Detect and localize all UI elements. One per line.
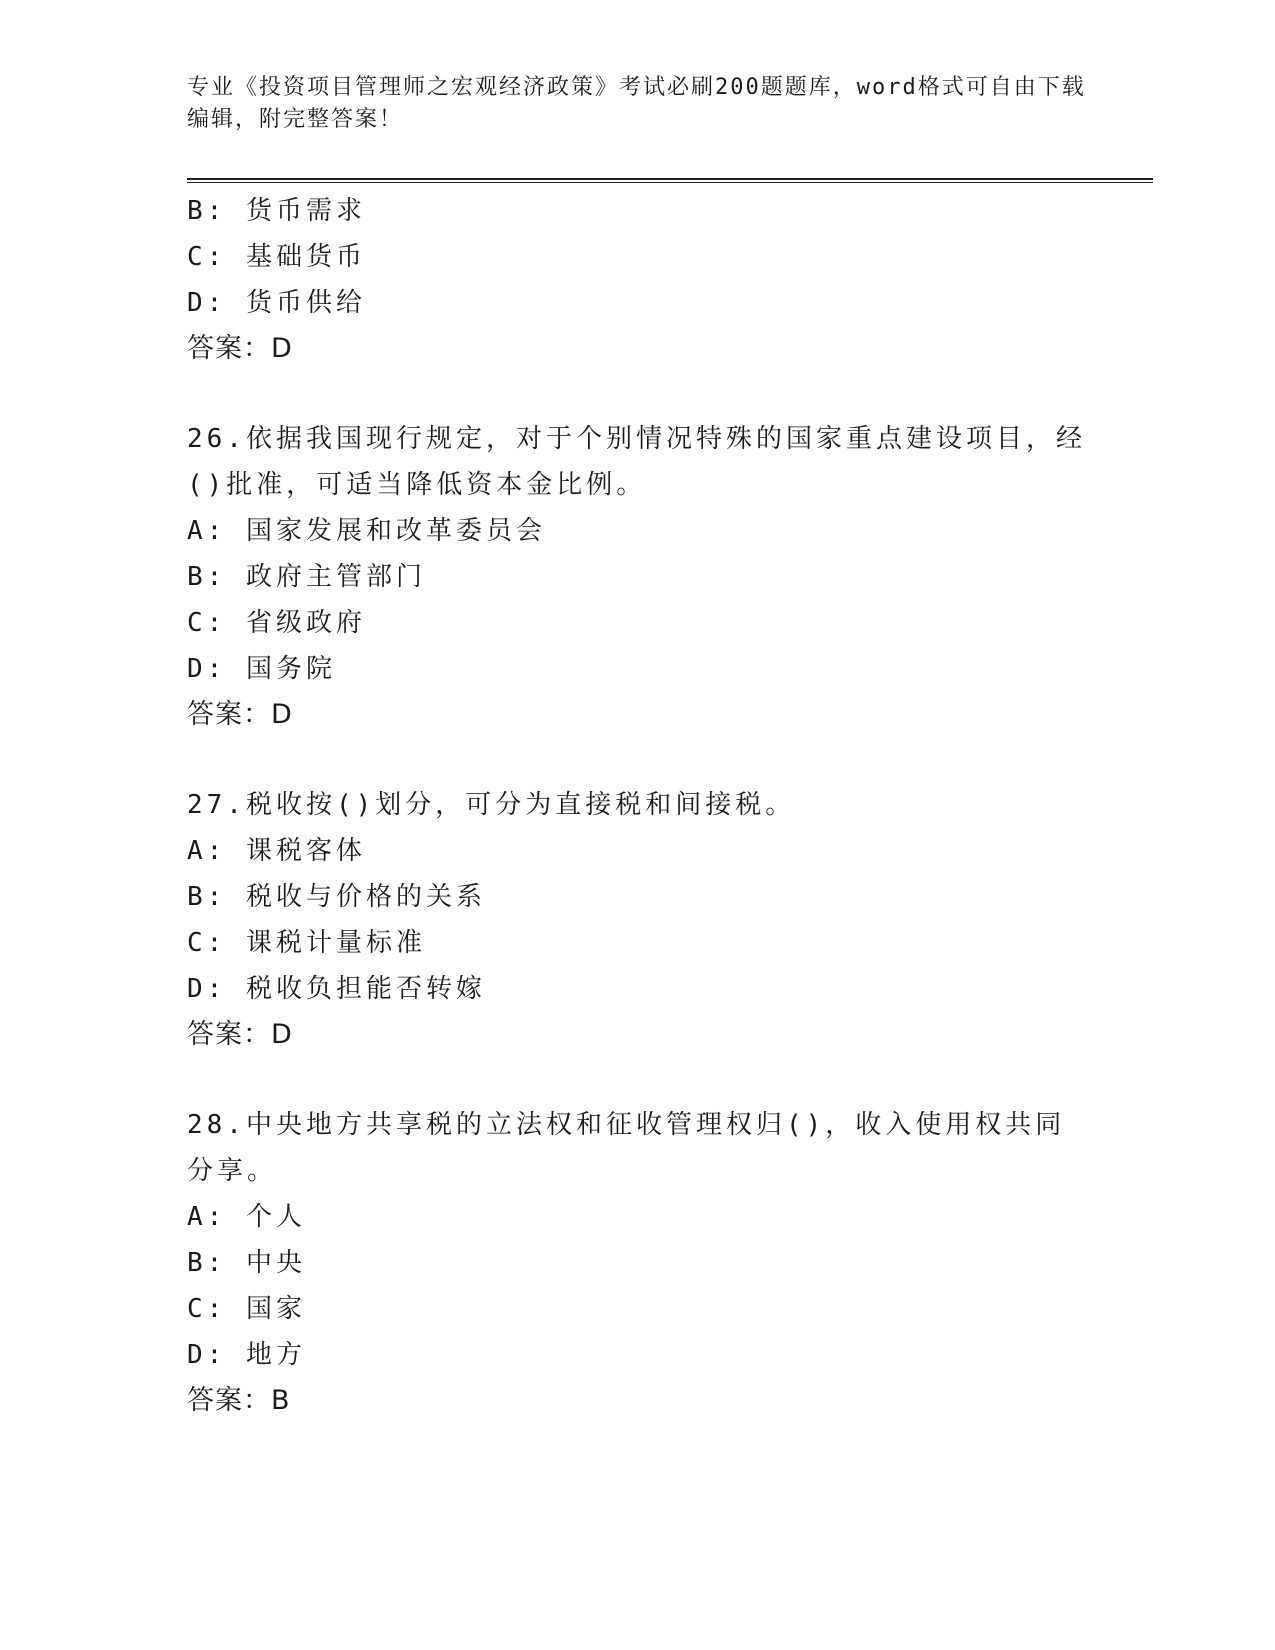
question-text: 28.中央地方共享税的立法权和征收管理权归()，收入使用权共同分享。 xyxy=(187,1110,1066,1186)
question-text: 27.税收按()划分，可分为直接税和间接税。 xyxy=(187,790,796,820)
option-b: B: 税收与价格的关系 xyxy=(187,882,486,912)
answer: 答案：D xyxy=(187,699,293,730)
option-a: A: 国家发展和改革委员会 xyxy=(187,516,546,546)
page-header: 专业《投资项目管理师之宏观经济政策》考试必刷200题题库，word格式可自由下载编辑，附完整答案！ xyxy=(187,75,1086,132)
option-c: C: 省级政府 xyxy=(187,608,366,638)
option-a: A: 个人 xyxy=(187,1202,306,1232)
header-divider xyxy=(187,178,1153,183)
option-d: D: 货币供给 xyxy=(187,288,366,318)
option-b: B: 货币需求 xyxy=(187,196,366,226)
question-text: 26.依据我国现行规定，对于个别情况特殊的国家重点建设项目，经()批准，可适当降低资本金比例。 xyxy=(187,424,1086,500)
option-b: B: 政府主管部门 xyxy=(187,562,426,592)
option-c: C: 课税计量标准 xyxy=(187,928,426,958)
option-c: C: 基础货币 xyxy=(187,242,366,272)
question-27 xyxy=(187,782,1087,1058)
option-d: D: 税收负担能否转嫁 xyxy=(187,974,486,1004)
question-26 xyxy=(187,416,1087,738)
answer: 答案：D xyxy=(187,1019,293,1050)
question-28 xyxy=(187,1102,1087,1424)
document-body xyxy=(187,188,1087,1424)
option-b: B: 中央 xyxy=(187,1248,306,1278)
option-c: C: 国家 xyxy=(187,1294,306,1324)
answer: 答案：B xyxy=(187,1385,291,1416)
question-25-continued xyxy=(187,188,1087,372)
option-d: D: 国务院 xyxy=(187,654,336,684)
answer: 答案：D xyxy=(187,333,293,364)
option-a: A: 课税客体 xyxy=(187,836,366,866)
option-d: D: 地方 xyxy=(187,1340,306,1370)
